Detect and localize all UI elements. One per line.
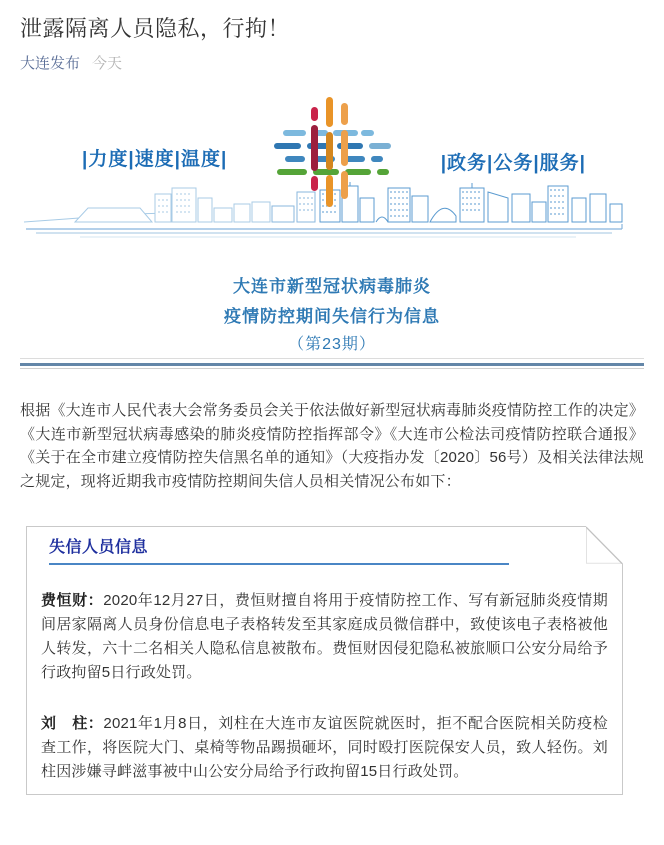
- infobox-header-underline: [49, 563, 509, 565]
- entry-text-1: 2020年12月27日，费恒财擅自将用于疫情防控工作、写有新冠肺炎疫情期间居家隔离人员身份信息电子表格转发至其家庭成员微信群中，致使该电子表格被他人转发，六十二名相关人隐私信息被散布。费恒财因侵犯隐私被旅顺口公安分局给予行政拘留5日行政处罚。: [41, 592, 608, 681]
- article-title: 泄露隔离人员隐私，行拘！: [20, 16, 291, 41]
- entry-paragraph-1: [41, 589, 608, 685]
- dishonest-persons-box: [26, 526, 623, 795]
- dalian-fabu-logo-icon: [271, 96, 393, 228]
- publish-date: 今天: [92, 55, 123, 72]
- banner-left-slogan: |力度|速度|温度|: [82, 149, 228, 170]
- section-divider: [20, 358, 644, 369]
- entry-paragraph-2: [41, 712, 608, 784]
- banner-right-slogan: |政务|公务|服务|: [440, 153, 586, 174]
- notice-title-line2: 疫情防控期间失信行为信息: [224, 307, 440, 326]
- article-page: [0, 14, 664, 795]
- folded-corner-decoration: [586, 526, 623, 564]
- notice-title-line1: 大连市新型冠状病毒肺炎: [233, 277, 431, 296]
- notice-issue-number: （第23期）: [288, 336, 376, 353]
- person-name-2: 刘 柱：: [41, 715, 104, 732]
- article-meta: [20, 56, 644, 72]
- intro-paragraph: 根据《大连市人民代表大会常务委员会关于依法做好新型冠状病毒肺炎疫情防控工作的决定》《大连市新型冠状病毒感染的肺炎疫情防控指挥部令》《大连市公检法司疫情防控联合通报》《关于在全市建立疫情防控失信黑名单的通知》（大疫指办发〔2020〕56号）及相关法律法规之规定，现将近期我市疫情防控期间失信人员相关情况公布如下：: [20, 402, 644, 490]
- banner-image: [20, 94, 644, 246]
- notice-title-block: [20, 272, 644, 358]
- entry-text-2: 2021年1月8日，刘柱在大连市友谊医院就医时，拒不配合医院相关防疫检查工作，将医院大门、桌椅等物品踢损砸坏，同时殴打医院保安人员，致人轻伤。刘柱因涉嫌寻衅滋事被中山公安分局给予行政拘留15日行政处罚。: [41, 715, 608, 780]
- infobox-header: 失信人员信息: [49, 539, 149, 556]
- account-name-link[interactable]: 大连发布: [20, 55, 81, 72]
- person-name-1: 费恒财：: [41, 592, 104, 609]
